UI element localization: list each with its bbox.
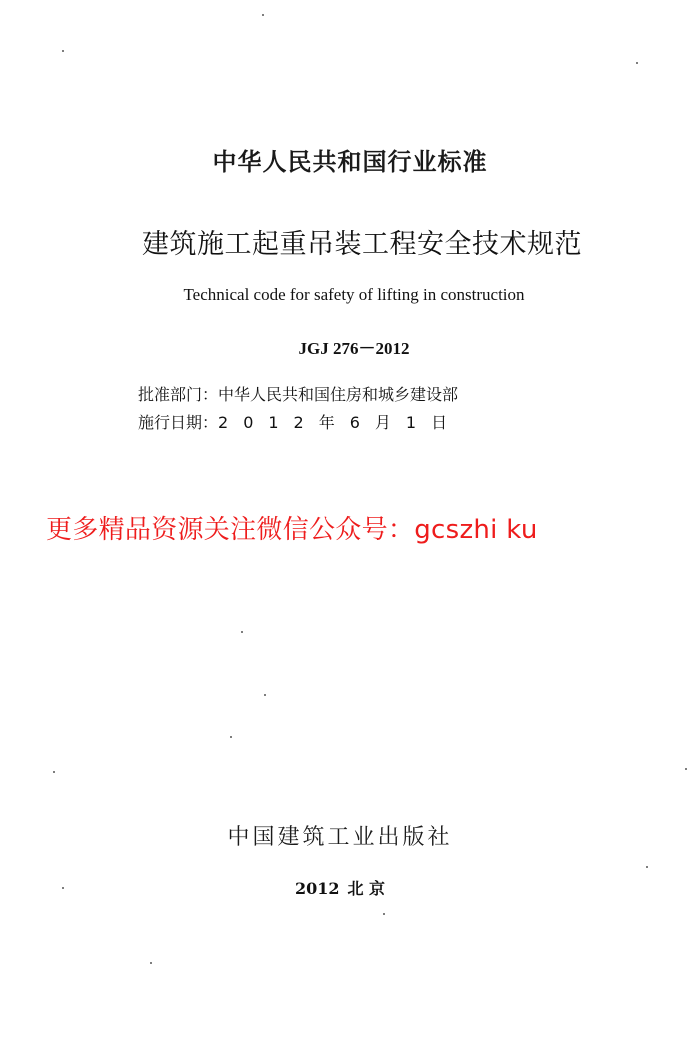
- publisher-name: 中国建筑工业出版社: [227, 825, 453, 850]
- approval-value: 中华人民共和国住房和城乡建设部: [218, 385, 459, 404]
- standard-category: 中华人民共和国行业标准: [212, 148, 488, 176]
- scan-speck: [264, 694, 266, 696]
- scan-speck: [150, 962, 152, 964]
- scan-speck: [383, 913, 385, 915]
- scan-speck: [262, 14, 264, 16]
- approval-row: [138, 381, 462, 409]
- effective-date-label: 施行日期：: [138, 413, 219, 432]
- scan-speck: [230, 736, 232, 738]
- scan-speck: [241, 631, 243, 633]
- scan-speck: [636, 62, 638, 64]
- title-chinese: 建筑施工起重吊装工程安全技术规范: [142, 229, 582, 260]
- approval-info: [138, 381, 462, 437]
- approval-label: 批准部门：: [138, 385, 219, 404]
- effective-date-row: [138, 409, 462, 437]
- effective-date-value: 2012年6月1日: [218, 413, 463, 432]
- watermark-text: 更多精品资源关注微信公众号：gcszhi ku: [46, 515, 538, 545]
- publication-line: [0, 876, 690, 899]
- scan-speck: [62, 887, 64, 889]
- standard-code-number: JGJ 276－2012: [298, 339, 410, 358]
- scan-speck: [646, 866, 648, 868]
- scan-speck: [62, 50, 64, 52]
- scan-speck: [53, 771, 55, 773]
- publication-year: 2012: [294, 879, 340, 898]
- publication-city: 北 京: [347, 879, 386, 898]
- title-english: Technical code for safety of lifting in construction: [183, 285, 525, 304]
- scan-speck: [685, 768, 687, 770]
